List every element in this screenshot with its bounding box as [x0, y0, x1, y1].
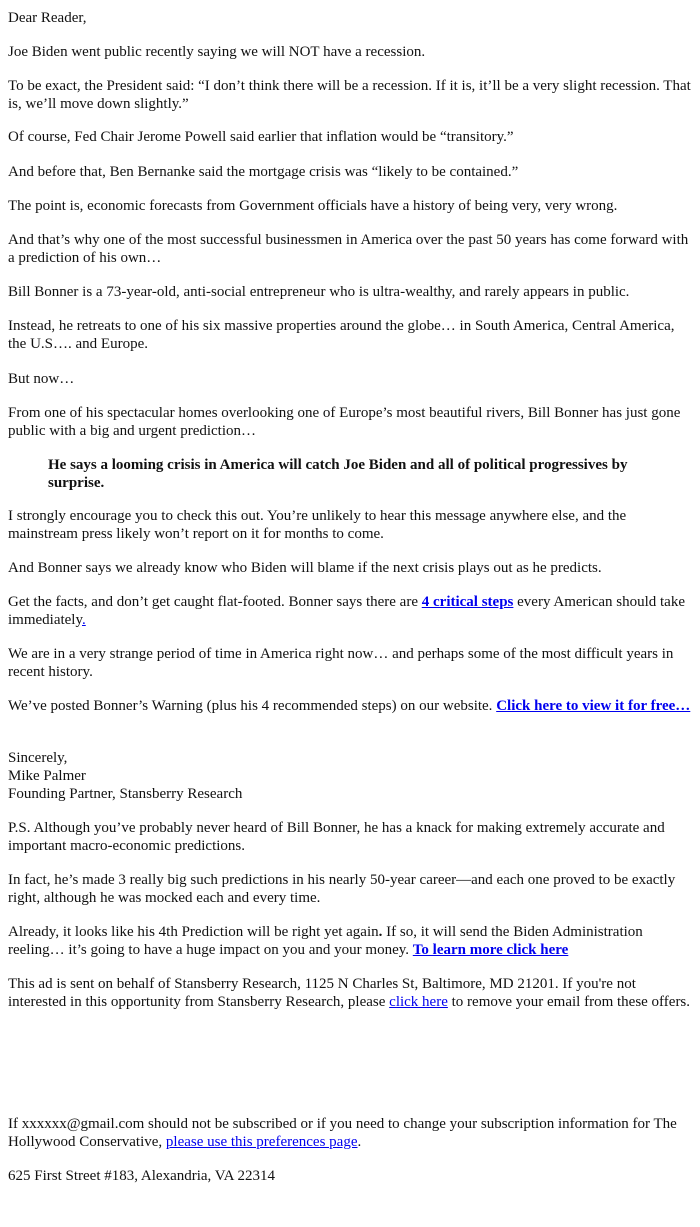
signoff-title: Founding Partner, Stansberry Research: [8, 786, 243, 802]
fourth-prediction-period: .: [378, 924, 383, 940]
critical-steps-link[interactable]: 4 critical steps: [421, 594, 514, 610]
critical-steps-period-link[interactable]: .: [82, 612, 86, 628]
paragraph-subscription: [8, 1115, 692, 1151]
paragraph-properties: Instead, he retreats to one of his six massive properties around the globe… in South America, Central America, the U.S…. and Europe.: [8, 318, 675, 352]
view-warning-link[interactable]: Click here to view it for free…: [496, 698, 691, 714]
subscription-period: .: [357, 1134, 362, 1150]
footer-address: 625 First Street #183, Alexandria, VA 22314: [8, 1168, 275, 1184]
paragraph-warning-posted: [8, 697, 692, 715]
fourth-prediction-text: Already, it looks like his 4th Prediction will be right yet again: [8, 924, 379, 940]
paragraph-prediction: From one of his spectacular homes overlooking one of Europe’s most beautiful rivers, Bill Bonner has just gone public with a big and urgent prediction…: [8, 405, 681, 439]
paragraph-fourth-prediction: [8, 923, 692, 959]
paragraph-ps: P.S. Although you’ve probably never heard of Bill Bonner, he has a knack for making extremely accurate and important macro-economic predictions.: [8, 820, 665, 854]
signature-block: [8, 749, 692, 803]
paragraph-forecasts: The point is, economic forecasts from Government officials have a history of being very, very wrong.: [8, 198, 618, 214]
blockquote-crisis: He says a looming crisis in America will catch Joe Biden and all of political progressives by surprise.: [48, 457, 628, 491]
paragraph-encourage: I strongly encourage you to check this out. You’re unlikely to hear this message anywhere else, and the mainstream press likely won’t report on it for months to come.: [8, 508, 627, 542]
preferences-link[interactable]: please use this preferences page: [165, 1134, 358, 1150]
subscription-text: If xxxxxx@gmail.com should not be subscribed or if you need to change your subscription information for The Hollywood Conservative,: [8, 1116, 677, 1150]
paragraph-businessman: And that’s why one of the most successful businessmen in America over the past 50 years has come forward with a prediction of his own…: [8, 232, 689, 266]
critical-steps-text-after: every American should take immediately: [8, 594, 685, 628]
unsubscribe-link[interactable]: click here: [389, 994, 448, 1010]
paragraph-blame: And Bonner says we already know who Biden will blame if the next crisis plays out as he predicts.: [8, 560, 602, 576]
paragraph-recession-claim: Joe Biden went public recently saying we will NOT have a recession.: [8, 44, 426, 60]
paragraph-but-now: But now…: [8, 371, 75, 387]
paragraph-powell: Of course, Fed Chair Jerome Powell said earlier that inflation would be “transitory.”: [8, 129, 514, 145]
paragraph-president-quote: To be exact, the President said: “I don’t think there will be a recession. If it is, it’ll be a very slight recession. That is, we’ll move down slightly.”: [8, 78, 691, 112]
ad-text-before: This ad is sent on behalf of Stansberry Research, 1125 N Charles St, Baltimore, MD 21201. If you're not interested in this opportunity from Stansberry Research, please: [8, 976, 636, 1010]
paragraph-strange-period: We are in a very strange period of time in America right now… and perhaps some of the most difficult years in recent history.: [8, 646, 674, 680]
paragraph-ad-disclaimer: [8, 975, 692, 1011]
warning-text: We’ve posted Bonner’s Warning (plus his 4 recommended steps) on our website.: [8, 698, 497, 714]
fourth-prediction-text-middle: If so, it will send the Biden Administration reeling… it’s going to have a huge impact on you and your money.: [8, 924, 643, 958]
paragraph-bernanke: And before that, Ben Bernanke said the mortgage crisis was “likely to be contained.”: [8, 164, 519, 180]
learn-more-link[interactable]: To learn more click here: [412, 942, 569, 958]
paragraph-critical-steps: [8, 593, 692, 629]
signoff-name: Mike Palmer: [8, 768, 86, 784]
paragraph-bonner-intro: Bill Bonner is a 73-year-old, anti-social entrepreneur who is ultra-wealthy, and rarely appears in public.: [8, 284, 630, 300]
ad-text-after: to remove your email from these offers.: [447, 994, 691, 1010]
paragraph-three-predictions: In fact, he’s made 3 really big such predictions in his nearly 50-year career—and each one proved to be exactly right, although he was mocked each and every time.: [8, 872, 676, 906]
salutation: Dear Reader,: [8, 10, 87, 26]
critical-steps-text-before: Get the facts, and don’t get caught flat-footed. Bonner says there are: [8, 594, 422, 610]
signoff-closing: Sincerely,: [8, 750, 68, 766]
